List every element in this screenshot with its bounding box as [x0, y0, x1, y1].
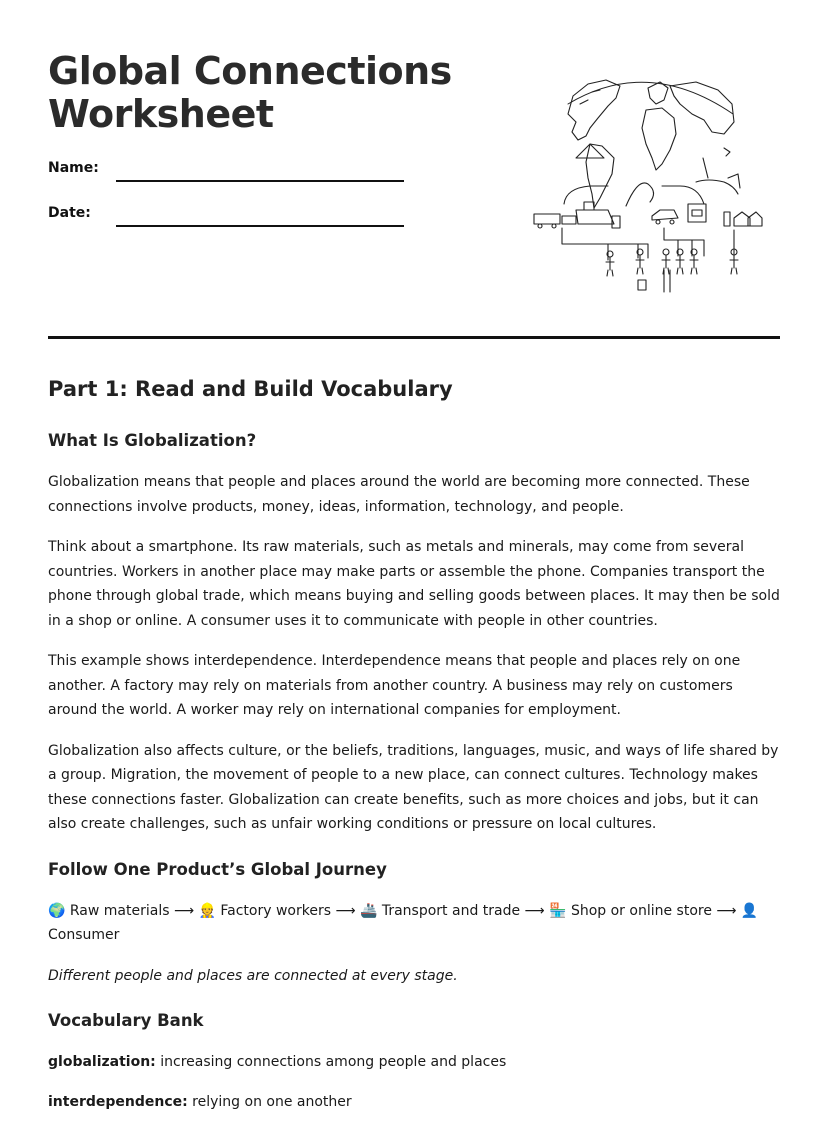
date-field[interactable]	[116, 225, 404, 227]
page-title	[48, 50, 452, 136]
journey-steps: 🌍 Raw materials ⟶ 👷 Factory workers ⟶ 🚢 Transport and trade ⟶ 🏪 Shop or online store ⟶ 👤 Consumer	[48, 902, 759, 943]
vocab-definition: relying on one another	[187, 1094, 352, 1110]
date-label: Date:	[48, 205, 91, 221]
vocab-definition: increasing connections among people and places	[155, 1054, 507, 1070]
name-field[interactable]	[116, 180, 404, 182]
title-line-1: Global Connections	[48, 49, 452, 93]
name-label: Name:	[48, 160, 99, 176]
title-line-2: Worksheet	[48, 92, 274, 136]
what-is-globalization-heading: What Is Globalization?	[48, 431, 257, 450]
paragraph: Globalization means that people and places around the world are becoming more connected. These connections involve products, money, ideas, information, technology, and people.	[48, 474, 750, 515]
worksheet-content	[48, 374, 783, 1130]
paragraph: Globalization also affects culture, or the beliefs, traditions, languages, music, and ways of life shared by a group. Migration, the movement of people to a new place, can connect cultures. Technology makes these connections faster. Globalization can create benefits, such as more choices and jobs, but it can also create challenges, such as unfair working conditions or pressure on local cultures.	[48, 742, 779, 832]
section-divider	[48, 336, 780, 339]
globe-supply-chain-icon	[528, 74, 764, 296]
vocab-item	[48, 1090, 783, 1114]
part1-heading: Part 1: Read and Build Vocabulary	[48, 377, 453, 401]
paragraph: Think about a smartphone. Its raw materials, such as metals and minerals, may come from several countries. Workers in another place may make parts or assemble the phone. Companies transport the phone through global trade, which means buying and selling goods between places. It may then be sold in a shop or online. A consumer uses it to communicate with people in other countries.	[48, 539, 780, 629]
paragraph: This example shows interdependence. Interdependence means that people and places rely on one another. A factory may rely on materials from another country. A business may rely on customers around the world. A worker may rely on international companies for employment.	[48, 653, 741, 718]
vocab-term: interdependence:	[48, 1094, 188, 1110]
vocab-item	[48, 1050, 783, 1074]
journey-note: Different people and places are connected at every stage.	[48, 967, 458, 984]
vocab-term: globalization:	[48, 1054, 156, 1070]
vocabulary-heading: Vocabulary Bank	[48, 1011, 204, 1030]
journey-heading: Follow One Product’s Global Journey	[48, 859, 387, 879]
